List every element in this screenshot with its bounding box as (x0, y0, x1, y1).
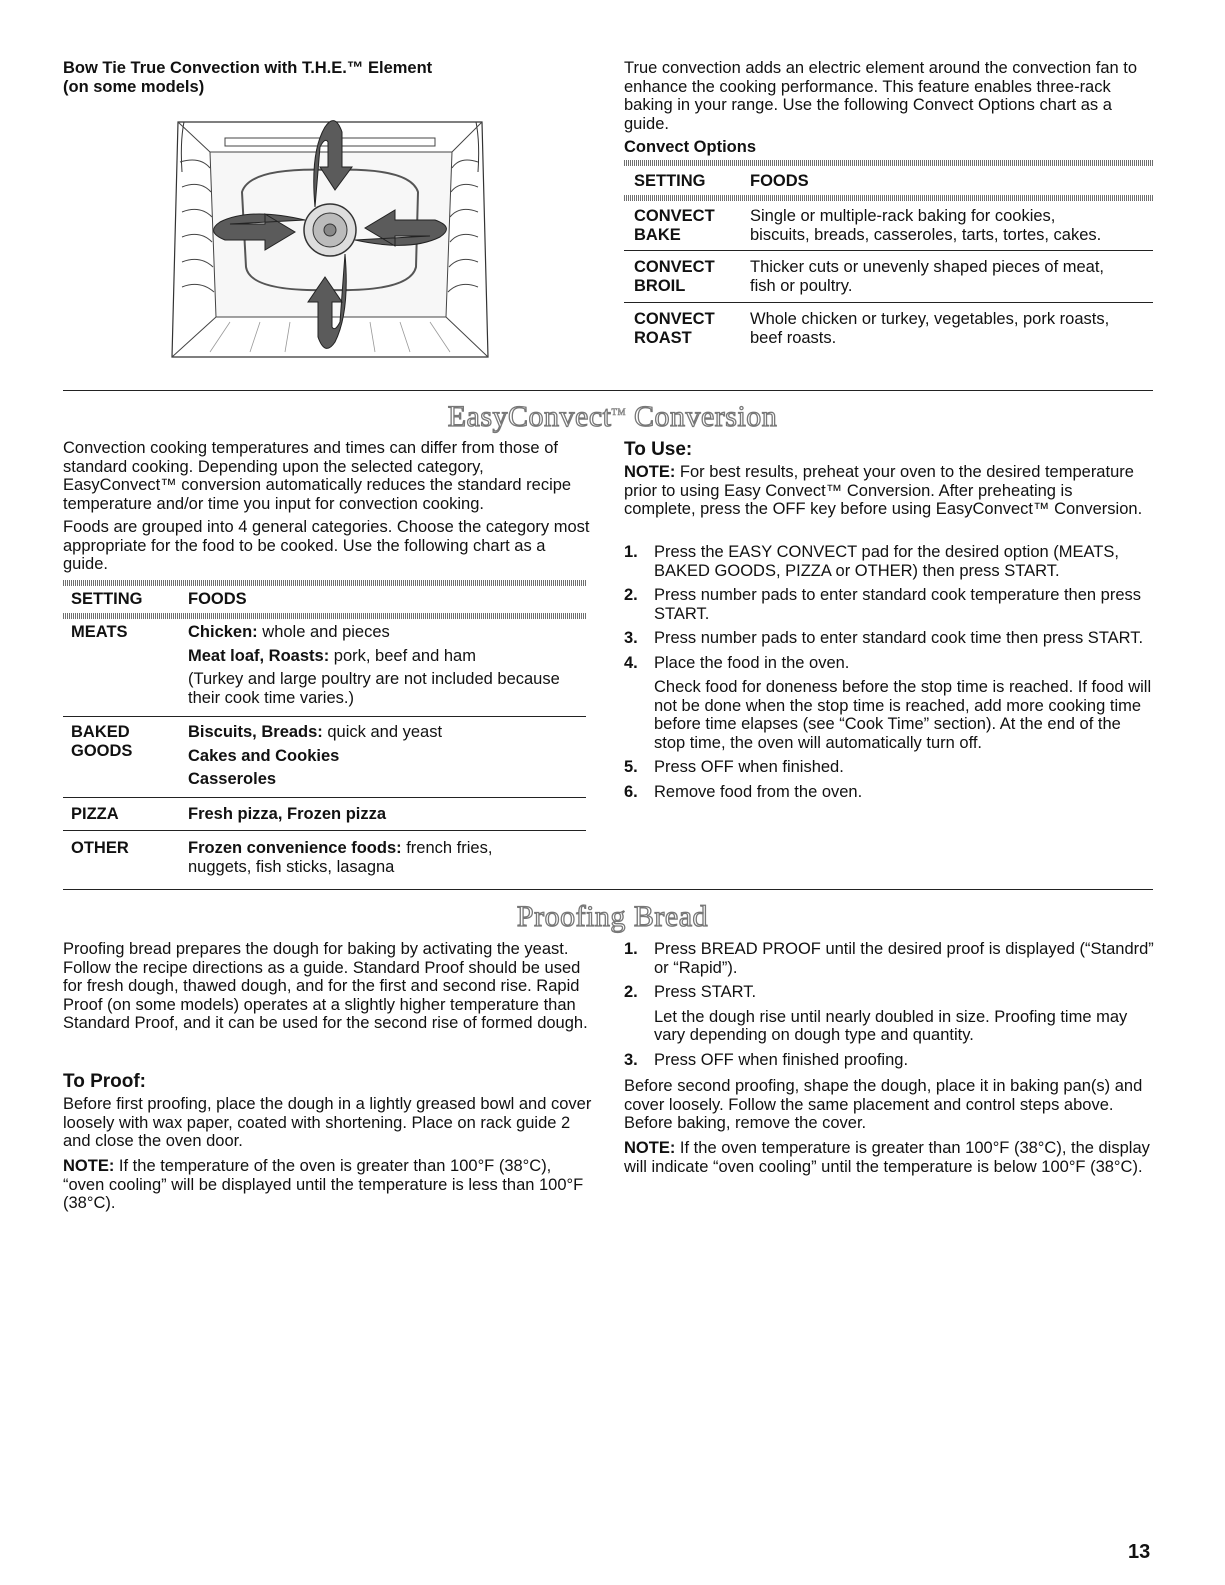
convection-heading-line2: (on some models) (63, 77, 205, 96)
row-divider (63, 830, 586, 831)
easyconvect-para2: Foods are grouped into 4 general categories. Choose the category most appropriate for the food to be cooked. Use the following chart as a guide. (63, 518, 590, 573)
proofing-steps: 1. Press BREAD PROOF until the desired proof is displayed (“Standrd” or “Rapid”). 2. Press START. Let the dough rise until nearly doubled in size. Proofing time may vary depending on dough type and quantity. 3. Press OFF when finished proofing. (624, 940, 1154, 1069)
category-header-setting: SETTING (71, 590, 143, 608)
foods-text: fish or poultry. (750, 276, 853, 295)
pizza-foods: Fresh pizza, Frozen pizza (188, 805, 387, 823)
row-divider (624, 302, 1153, 303)
category-header-rule (63, 613, 586, 619)
category-other: OTHER (71, 839, 129, 857)
options-header-setting: SETTING (634, 172, 706, 190)
category-pizza: PIZZA (71, 805, 119, 823)
options-row-convect-broil (634, 258, 1104, 295)
proofing-intro: Proofing bread prepares the dough for baking by activating the yeast. Follow the recipe directions as a guide. Standard Proof should be used for fresh dough, thawed dough, and for the first and second rise. Rapid Proof (on some models) operates at a slightly higher temperature than Standard Proof, and it can be used for the second rise of formed dough. (63, 940, 588, 1032)
to-use-title: To Use: (624, 439, 693, 460)
setting-label: CONVECT (634, 310, 715, 328)
convection-intro: True convection adds an electric element around the convection fan to enhance the cooking performance. This feature enables three-rack baking in your range. Use the following Convect Options chart as a guide. (624, 59, 1138, 133)
setting-label: CONVECT (634, 258, 715, 276)
setting-label: BAKE (634, 225, 681, 244)
setting-label: ROAST (634, 328, 692, 347)
foods-text: Whole chicken or turkey, vegetables, pork roasts, (750, 310, 1110, 328)
other-foods: Frozen convenience foods: french fries, nuggets, fish sticks, lasagna (188, 839, 493, 876)
convection-heading-line1: Bow Tie True Convection with T.H.E.™ Element (63, 59, 433, 77)
row-divider (63, 716, 586, 717)
easyconvect-note: NOTE: For best results, preheat your oven to the desired temperature prior to using Easy Convect™ Conversion. After preheating is complete, press the OFF key before using EasyConvect™ Conversion. (624, 463, 1143, 518)
row-divider (63, 797, 586, 798)
proofing-note2: NOTE: If the oven temperature is greater than 100°F (38°C), the display will indicate “oven cooling” until the temperature is below 100°F (38°C). (624, 1139, 1150, 1176)
options-header-rule (624, 195, 1153, 201)
options-row-convect-bake (634, 207, 1101, 244)
convect-options-title: Convect Options (624, 138, 757, 156)
section-divider (63, 889, 1153, 890)
proofing-note1: NOTE: If the temperature of the oven is greater than 100°F (38°C), “oven cooling” will be displayed until the temperature is less than 100°F (38°C). (63, 1157, 584, 1212)
category-baked-goods: BAKED GOODS (71, 723, 133, 760)
easyconvect-steps: 1. Press the EASY CONVECT pad for the desired option (MEATS, BAKED GOODS, PIZZA or OTHER) then press START. 2. Press number pads to enter standard cook temperature then press START. 3. Press number pads to enter standard cook time then press START. 4. Place the food in the oven. Check food for doneness before the stop time is reached. If food will not be done when the stop time is reached, add more cooking time before time elapses (see “Cook Time” section). At the end of the stop time, the oven will automatically turn off. 5. Press OFF when finished. 6. Remove food from the oven. (624, 543, 1152, 801)
easyconvect-para1: Convection cooking temperatures and times can differ from those of standard cooking. Depending upon the selected category, EasyConvect™ conversion automatically reduces the standard recipe temperature and/or time you input for convection cooking. (63, 439, 572, 513)
baked-foods: Biscuits, Breads: quick and yeast Cakes and Cookies Casseroles (188, 723, 443, 788)
options-row-convect-roast (634, 310, 1109, 347)
convection-heading (63, 59, 583, 96)
category-table-top-rule (63, 580, 586, 586)
foods-text: beef roasts. (750, 328, 837, 347)
options-header-foods: FOODS (750, 172, 809, 190)
category-header-foods: FOODS (188, 590, 247, 608)
proofing-second-text: Before second proofing, shape the dough, place it in baking pan(s) and cover loosely. Follow the same placement and control steps above. Before baking, remove the cover. (624, 1077, 1143, 1132)
foods-text: biscuits, breads, casseroles, tarts, tortes, cakes. (750, 225, 1102, 244)
proofing-section-title: Proofing Bread (516, 900, 709, 933)
section-divider (63, 390, 1153, 391)
to-proof-text: Before first proofing, place the dough in a lightly greased bowl and cover loosely with wax paper, coated with shortening. Place on rack guide 2 and close the oven door. (63, 1095, 592, 1150)
setting-label: CONVECT (634, 207, 715, 225)
foods-text: Single or multiple-rack baking for cookies, (750, 207, 1056, 225)
foods-text: Thicker cuts or unevenly shaped pieces of meat, (750, 258, 1105, 276)
oven-convection-diagram (170, 112, 490, 358)
to-proof-title: To Proof: (63, 1071, 147, 1092)
row-divider (624, 250, 1153, 251)
setting-label: BROIL (634, 276, 686, 295)
category-meats: MEATS (71, 623, 128, 641)
easyconvect-section-title: EasyConvect™ Conversion (447, 400, 778, 433)
page-number: 13 (1128, 1541, 1151, 1563)
meats-foods: Chicken: whole and pieces Meat loaf, Roasts: pork, beef and ham (Turkey and large poultry are not included because their cook time varies.) (188, 623, 560, 707)
options-table-top-rule (624, 160, 1153, 166)
